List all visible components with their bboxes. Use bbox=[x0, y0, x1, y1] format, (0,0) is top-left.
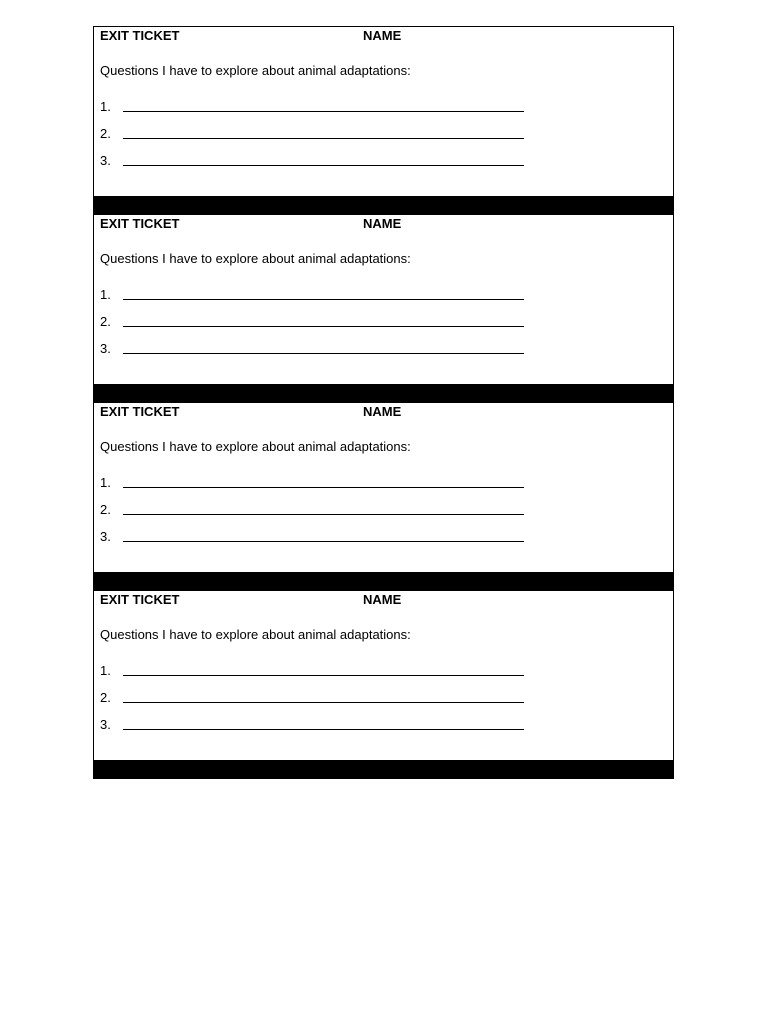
answer-blank bbox=[123, 138, 524, 139]
answer-number: 3. bbox=[100, 341, 111, 356]
answer-number: 1. bbox=[100, 663, 111, 678]
answer-blank bbox=[123, 729, 524, 730]
ticket-title: EXIT TICKET bbox=[100, 216, 180, 231]
question-prompt: Questions I have to explore about animal adaptations: bbox=[100, 627, 411, 642]
ticket-title: EXIT TICKET bbox=[100, 404, 180, 419]
answer-blank bbox=[123, 111, 524, 112]
answer-number: 2. bbox=[100, 126, 111, 141]
answer-blank bbox=[123, 326, 524, 327]
answer-number: 2. bbox=[100, 690, 111, 705]
separator-bar bbox=[93, 196, 674, 215]
answer-number: 1. bbox=[100, 475, 111, 490]
answer-blank bbox=[123, 514, 524, 515]
answer-line-2 bbox=[100, 126, 525, 142]
answer-line-3 bbox=[100, 529, 525, 545]
exit-ticket-1 bbox=[94, 27, 673, 215]
answer-line-2 bbox=[100, 690, 525, 706]
answer-line-3 bbox=[100, 153, 525, 169]
name-label: NAME bbox=[363, 28, 402, 43]
answer-blank bbox=[123, 541, 524, 542]
answer-number: 3. bbox=[100, 153, 111, 168]
question-prompt: Questions I have to explore about animal adaptations: bbox=[100, 63, 411, 78]
name-label: NAME bbox=[363, 404, 402, 419]
ticket-title: EXIT TICKET bbox=[100, 592, 180, 607]
answer-blank bbox=[123, 675, 524, 676]
separator-bar bbox=[93, 572, 674, 591]
answer-line-3 bbox=[100, 717, 525, 733]
answer-line-1 bbox=[100, 99, 525, 115]
answer-line-1 bbox=[100, 287, 525, 303]
ticket-title: EXIT TICKET bbox=[100, 28, 180, 43]
answer-line-2 bbox=[100, 502, 525, 518]
name-label: NAME bbox=[363, 216, 402, 231]
answer-blank bbox=[123, 353, 524, 354]
answer-number: 3. bbox=[100, 529, 111, 544]
answer-number: 2. bbox=[100, 314, 111, 329]
answer-number: 1. bbox=[100, 287, 111, 302]
question-prompt: Questions I have to explore about animal adaptations: bbox=[100, 251, 411, 266]
answer-line-2 bbox=[100, 314, 525, 330]
answer-blank bbox=[123, 165, 524, 166]
answer-number: 1. bbox=[100, 99, 111, 114]
exit-ticket-4 bbox=[94, 591, 673, 779]
answer-line-3 bbox=[100, 341, 525, 357]
exit-ticket-3 bbox=[94, 403, 673, 591]
question-prompt: Questions I have to explore about animal adaptations: bbox=[100, 439, 411, 454]
answer-blank bbox=[123, 299, 524, 300]
exit-ticket-2 bbox=[94, 215, 673, 403]
answer-number: 2. bbox=[100, 502, 111, 517]
answer-blank bbox=[123, 702, 524, 703]
name-label: NAME bbox=[363, 592, 402, 607]
separator-bar bbox=[93, 760, 674, 779]
answer-blank bbox=[123, 487, 524, 488]
answer-line-1 bbox=[100, 475, 525, 491]
answer-line-1 bbox=[100, 663, 525, 679]
separator-bar bbox=[93, 384, 674, 403]
exit-ticket-sheet bbox=[93, 26, 674, 778]
answer-number: 3. bbox=[100, 717, 111, 732]
